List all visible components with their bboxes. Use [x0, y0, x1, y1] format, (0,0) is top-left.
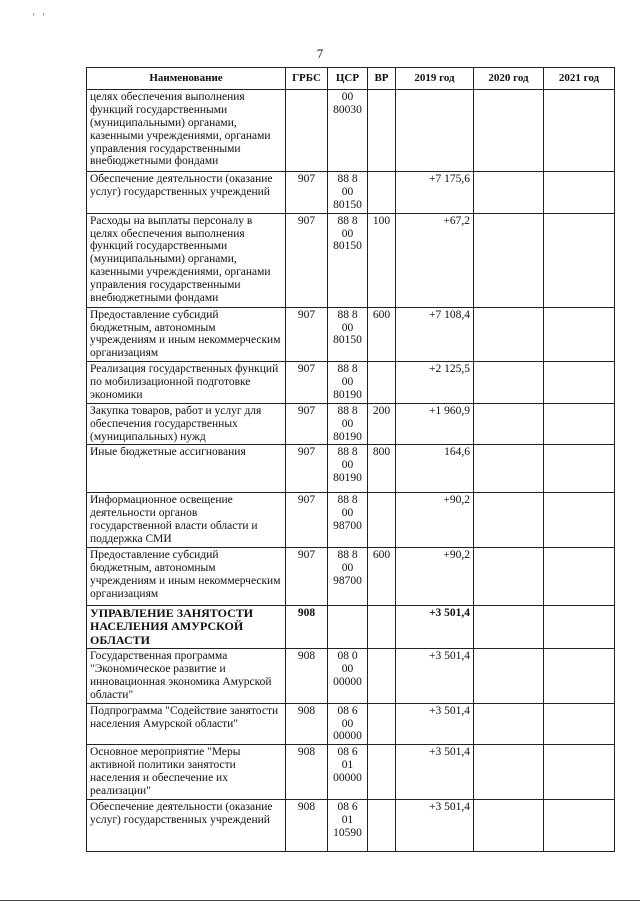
- cell-csr: 88 8 00 80150: [328, 213, 368, 307]
- header-2021: 2021 год: [544, 68, 615, 90]
- cell-2019: +2 125,5: [396, 362, 474, 404]
- cell-name: целях обеспечения выполнения функций государственными (муниципальными) органами, казенными учреждениями, органами управления государственными внебюджетными фондами: [87, 90, 286, 172]
- cell-csr: 08 6 01 00000: [328, 745, 368, 800]
- cell-2021: [544, 703, 615, 745]
- cell-2021: [544, 605, 615, 648]
- cell-2019: +7 108,4: [396, 307, 474, 362]
- cell-2021: [544, 799, 615, 851]
- header-csr: ЦСР: [328, 68, 368, 90]
- cell-grbs: 908: [286, 703, 328, 745]
- table-row: [87, 307, 615, 362]
- table-row: [87, 213, 615, 307]
- cell-2020: [474, 605, 544, 648]
- cell-2021: [544, 493, 615, 548]
- cell-csr: 88 8 00 80190: [328, 362, 368, 404]
- cell-name: Обеспечение деятельности (оказание услуг) государственных учреждений: [87, 799, 286, 851]
- cell-vr: 200: [368, 403, 396, 445]
- cell-name: Обеспечение деятельности (оказание услуг) государственных учреждений: [87, 172, 286, 214]
- cell-vr: [368, 605, 396, 648]
- cell-2020: [474, 307, 544, 362]
- cell-grbs: [286, 90, 328, 172]
- budget-table: [86, 67, 615, 852]
- cell-grbs: 907: [286, 213, 328, 307]
- cell-2020: [474, 90, 544, 172]
- cell-2021: [544, 547, 615, 605]
- header-2020: 2020 год: [474, 68, 544, 90]
- cell-2019: +67,2: [396, 213, 474, 307]
- cell-name: Подпрограмма "Содействие занятости населения Амурской области": [87, 703, 286, 745]
- cell-2020: [474, 547, 544, 605]
- cell-csr: 88 8 00 80190: [328, 445, 368, 493]
- table-row: [87, 703, 615, 745]
- header-row: [87, 68, 615, 90]
- cell-vr: 600: [368, 307, 396, 362]
- header-2019: 2019 год: [396, 68, 474, 90]
- cell-grbs: 907: [286, 493, 328, 548]
- cell-name: УПРАВЛЕНИЕ ЗАНЯТОСТИ НАСЕЛЕНИЯ АМУРСКОЙ ОБЛАСТИ: [87, 605, 286, 648]
- cell-csr: 88 8 00 80150: [328, 172, 368, 214]
- page-number: 7: [316, 46, 324, 61]
- cell-2019: +7 175,6: [396, 172, 474, 214]
- cell-2019: +90,2: [396, 493, 474, 548]
- cell-2020: [474, 172, 544, 214]
- cell-2019: +3 501,4: [396, 745, 474, 800]
- cell-vr: [368, 703, 396, 745]
- cell-2020: [474, 799, 544, 851]
- cell-csr: 08 6 00 00000: [328, 703, 368, 745]
- cell-2020: [474, 745, 544, 800]
- table-row: [87, 605, 615, 648]
- cell-grbs: 908: [286, 649, 328, 704]
- cell-grbs: 907: [286, 172, 328, 214]
- cell-2020: [474, 362, 544, 404]
- cell-2019: 164,6: [396, 445, 474, 493]
- cell-name: Реализация государственных функций по мобилизационной подготовке экономики: [87, 362, 286, 404]
- table-row: [87, 90, 615, 172]
- cell-2019: [396, 90, 474, 172]
- cell-2021: [544, 362, 615, 404]
- cell-csr: 00 80030: [328, 90, 368, 172]
- table-row: [87, 745, 615, 800]
- cell-2021: [544, 307, 615, 362]
- table-row: [87, 362, 615, 404]
- cell-2021: [544, 403, 615, 445]
- table-row: [87, 172, 615, 214]
- cell-grbs: 908: [286, 605, 328, 648]
- cell-2020: [474, 445, 544, 493]
- cell-vr: [368, 362, 396, 404]
- cell-csr: 88 8 00 98700: [328, 547, 368, 605]
- cell-vr: [368, 799, 396, 851]
- cell-2019: +3 501,4: [396, 605, 474, 648]
- cell-grbs: 908: [286, 745, 328, 800]
- cell-grbs: 907: [286, 547, 328, 605]
- cell-grbs: 907: [286, 362, 328, 404]
- cell-2020: [474, 649, 544, 704]
- cell-2020: [474, 493, 544, 548]
- cell-2021: [544, 445, 615, 493]
- cell-grbs: 907: [286, 403, 328, 445]
- cell-csr: 08 6 01 10590: [328, 799, 368, 851]
- cell-2019: +90,2: [396, 547, 474, 605]
- cell-2020: [474, 213, 544, 307]
- cell-name: Государственная программа "Экономическое развитие и инновационная экономика Амурской области": [87, 649, 286, 704]
- table-row: [87, 493, 615, 548]
- table-body: [87, 90, 615, 852]
- table-row: [87, 547, 615, 605]
- cell-vr: 800: [368, 445, 396, 493]
- cell-2020: [474, 403, 544, 445]
- header-vr: ВР: [368, 68, 396, 90]
- cell-vr: [368, 745, 396, 800]
- header-grbs: ГРБС: [286, 68, 328, 90]
- table-row: [87, 403, 615, 445]
- cell-name: Предоставление субсидий бюджетным, автономным учреждениям и иным некоммерческим организациям: [87, 547, 286, 605]
- cell-2021: [544, 90, 615, 172]
- cell-name: Иные бюджетные ассигнования: [87, 445, 286, 493]
- table-row: [87, 649, 615, 704]
- scan-marks: ' ': [33, 12, 48, 22]
- cell-vr: 600: [368, 547, 396, 605]
- cell-name: Информационное освещение деятельности органов государственной власти области и поддержка СМИ: [87, 493, 286, 548]
- cell-csr: 88 8 00 80190: [328, 403, 368, 445]
- cell-2021: [544, 213, 615, 307]
- cell-2020: [474, 703, 544, 745]
- cell-grbs: 907: [286, 307, 328, 362]
- cell-2021: [544, 649, 615, 704]
- cell-2019: +3 501,4: [396, 703, 474, 745]
- cell-csr: 88 8 00 98700: [328, 493, 368, 548]
- cell-vr: [368, 493, 396, 548]
- table-row: [87, 445, 615, 493]
- cell-2021: [544, 172, 615, 214]
- cell-csr: 08 0 00 00000: [328, 649, 368, 704]
- page-bottom-edge: [0, 900, 640, 901]
- cell-vr: [368, 172, 396, 214]
- cell-csr: 88 8 00 80150: [328, 307, 368, 362]
- cell-grbs: 907: [286, 445, 328, 493]
- header-name: Наименование: [87, 68, 286, 90]
- cell-name: Закупка товаров, работ и услуг для обеспечения государственных (муниципальных) нужд: [87, 403, 286, 445]
- cell-name: Основное мероприятие "Меры активной политики занятости населения и обеспечение их реализации": [87, 745, 286, 800]
- cell-2021: [544, 745, 615, 800]
- cell-vr: [368, 90, 396, 172]
- cell-vr: [368, 649, 396, 704]
- cell-name: Расходы на выплаты персоналу в целях обеспечения выполнения функций государственными (муниципальными) органами, казенными учреждениями, органами управления государственными внебюджетными фондами: [87, 213, 286, 307]
- cell-2019: +3 501,4: [396, 799, 474, 851]
- table-row: [87, 799, 615, 851]
- cell-csr: [328, 605, 368, 648]
- cell-2019: +3 501,4: [396, 649, 474, 704]
- cell-vr: 100: [368, 213, 396, 307]
- cell-name: Предоставление субсидий бюджетным, автономным учреждениям и иным некоммерческим организациям: [87, 307, 286, 362]
- cell-grbs: 908: [286, 799, 328, 851]
- cell-2019: +1 960,9: [396, 403, 474, 445]
